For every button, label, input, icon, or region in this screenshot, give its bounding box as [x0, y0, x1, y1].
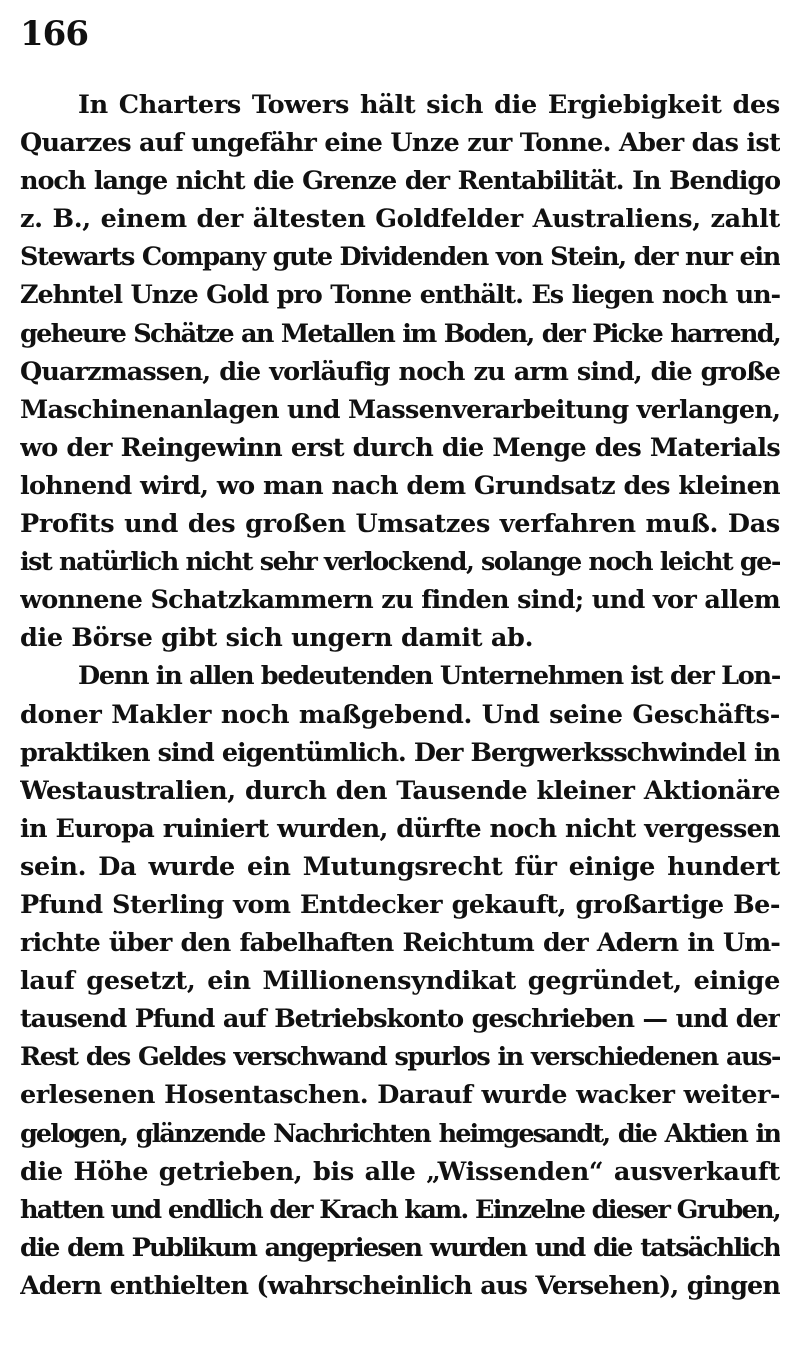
text-line: Quarzes auf ungefähr eine Unze zur Tonne. Aber das ist: [20, 128, 780, 159]
text-line: Zehntel Unze Gold pro Tonne enthält. Es liegen noch un-: [20, 280, 780, 311]
text-line: gelogen, glänzende Nachrichten heimgesandt, die Aktien in: [20, 1118, 780, 1149]
text-line: z. B., einem der ältesten Goldfelder Australiens, zahlt: [20, 204, 780, 235]
text-line: wonnene Schatzkammern zu finden sind; und vor allem: [20, 585, 780, 616]
body-text: [20, 86, 780, 1305]
text-line: in Europa ruiniert wurden, dürfte noch nicht vergessen: [20, 813, 780, 844]
text-line: noch lange nicht die Grenze der Rentabilität. In Bendigo: [20, 166, 780, 197]
text-line: Maschinenanlagen und Massenverarbeitung verlangen,: [20, 394, 780, 425]
text-line: Denn in allen bedeutenden Unternehmen ist der Lon-: [78, 661, 780, 692]
text-line: geheure Schätze an Metallen im Boden, der Picke harrend,: [20, 318, 780, 349]
text-line: lauf gesetzt, ein Millionensyndikat gegründet, einige: [20, 966, 780, 997]
text-line: Profits und des großen Umsatzes verfahren muß. Das: [20, 509, 780, 540]
text-line: die Höhe getrieben, bis alle „Wissenden“ ausverkauft: [20, 1156, 780, 1187]
page-number: 166: [20, 14, 88, 54]
text-line: sein. Da wurde ein Mutungsrecht für einige hundert: [20, 851, 780, 882]
text-line: Quarzmassen, die vorläufig noch zu arm sind, die große: [20, 356, 780, 387]
text-line: tausend Pfund auf Betriebskonto geschrieben — und der: [20, 1004, 780, 1035]
text-line: Westaustralien, durch den Tausende kleiner Aktionäre: [20, 775, 780, 806]
text-line: Pfund Sterling vom Entdecker gekauft, großartige Be-: [20, 889, 780, 920]
text-line: die dem Publikum angepriesen wurden und die tatsächlich: [20, 1232, 780, 1263]
text-line: Adern enthielten (wahrscheinlich aus Versehen), gingen: [20, 1270, 780, 1301]
text-line: Stewarts Company gute Dividenden von Stein, der nur ein: [20, 242, 780, 273]
text-line: richte über den fabelhaften Reichtum der Adern in Um-: [20, 928, 780, 959]
text-line: die Börse gibt sich ungern damit ab.: [20, 623, 534, 654]
text-line: hatten und endlich der Krach kam. Einzelne dieser Gruben,: [20, 1194, 780, 1225]
text-line: In Charters Towers hält sich die Ergiebigkeit des: [78, 90, 780, 120]
text-line: doner Makler noch maßgebend. Und seine Geschäfts-: [20, 699, 780, 730]
text-line: wo der Reingewinn erst durch die Menge des Materials: [20, 432, 780, 463]
text-line: praktiken sind eigentümlich. Der Bergwerksschwindel in: [20, 737, 780, 768]
text-line: Rest des Geldes verschwand spurlos in verschiedenen aus-: [20, 1042, 780, 1073]
text-line: lohnend wird, wo man nach dem Grundsatz des kleinen: [20, 470, 780, 501]
text-line: ist natürlich nicht sehr verlockend, solange noch leicht ge-: [20, 547, 780, 578]
text-line: erlesenen Hosentaschen. Darauf wurde wacker weiter-: [20, 1080, 780, 1111]
